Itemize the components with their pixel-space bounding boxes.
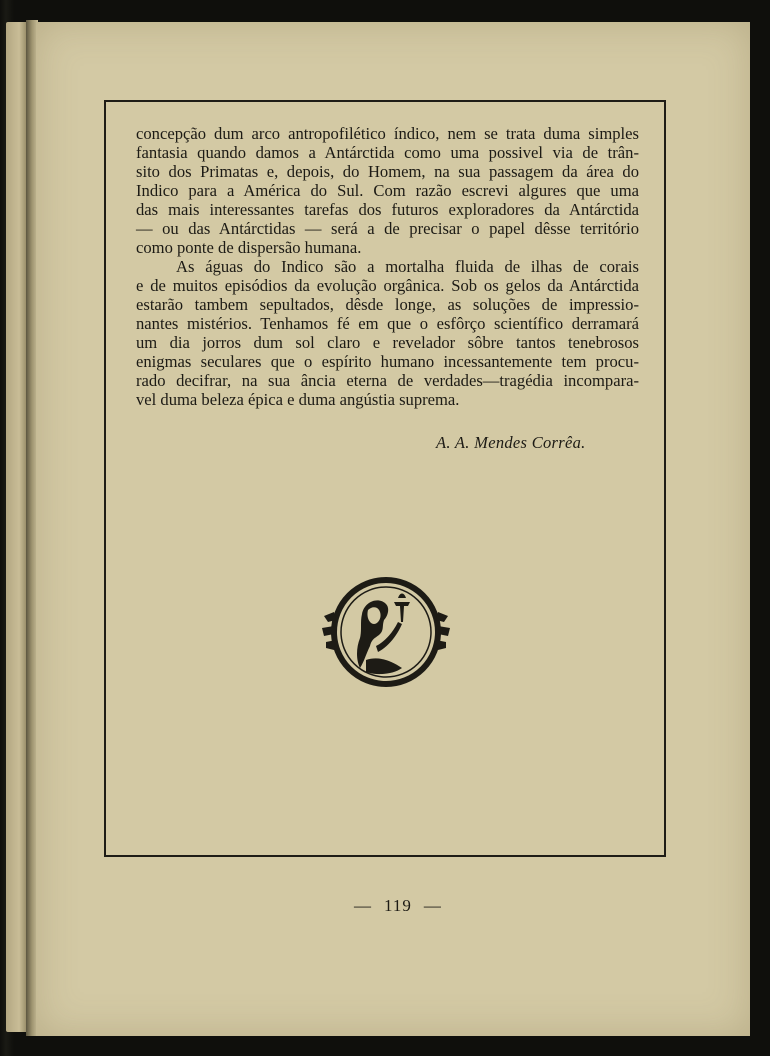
text-line: concepção dum arco antropofilético índico, nem se trata duma simples bbox=[136, 124, 639, 143]
text-line: como ponte de dispersão humana. bbox=[136, 238, 362, 257]
text-line: vel duma beleza épica e duma angústia suprema. bbox=[136, 390, 460, 409]
text-frame bbox=[104, 100, 666, 857]
paragraph-start-line: As águas do Indico são a mortalha fluida de ilhas de corais bbox=[176, 257, 639, 276]
left-page-edge bbox=[6, 22, 28, 1032]
page-number bbox=[342, 896, 454, 916]
text-line: um dia jorros dum sol claro e revelador sôbre tantos tenebrosos bbox=[136, 333, 639, 352]
text-line: Indico para a América do Sul. Com razão escrevi algures que uma bbox=[136, 181, 639, 200]
text-line: — ou das Antárctidas — será a de precisar o papel dêsse território bbox=[136, 219, 639, 238]
body-text bbox=[136, 124, 639, 409]
text-line: enigmas seculares que o espírito humano incessantemente tem procu- bbox=[136, 352, 639, 371]
page bbox=[36, 22, 750, 1036]
page-number-dash: — bbox=[354, 896, 372, 915]
text-line: das mais interessantes tarefas dos futuros exploradores da Antárctida bbox=[136, 200, 639, 219]
text-line: estarão tambem sepultados, dêsde longe, as soluções de impressio- bbox=[136, 295, 639, 314]
page-number-value: 119 bbox=[384, 896, 412, 915]
text-line: e de muitos episódios da evolução orgânica. Sob os gelos da Antárctida bbox=[136, 276, 639, 295]
author-signature: A. A. Mendes Corrêa. bbox=[436, 433, 586, 452]
medallion-figure-with-lamp-icon bbox=[320, 576, 452, 688]
page-number-dash: — bbox=[423, 896, 442, 915]
text-line: fantasia quando damos a Antárctida como uma possivel via de trân- bbox=[136, 143, 639, 162]
text-line: sito dos Primatas e, depois, do Homem, na sua passagem da área do bbox=[136, 162, 639, 181]
text-line: rado decifrar, na sua ância eterna de verdades—tragédia incompara- bbox=[136, 371, 639, 390]
text-line: nantes mistérios. Tenhamos fé em que o esfôrço scientífico derramará bbox=[136, 314, 639, 333]
